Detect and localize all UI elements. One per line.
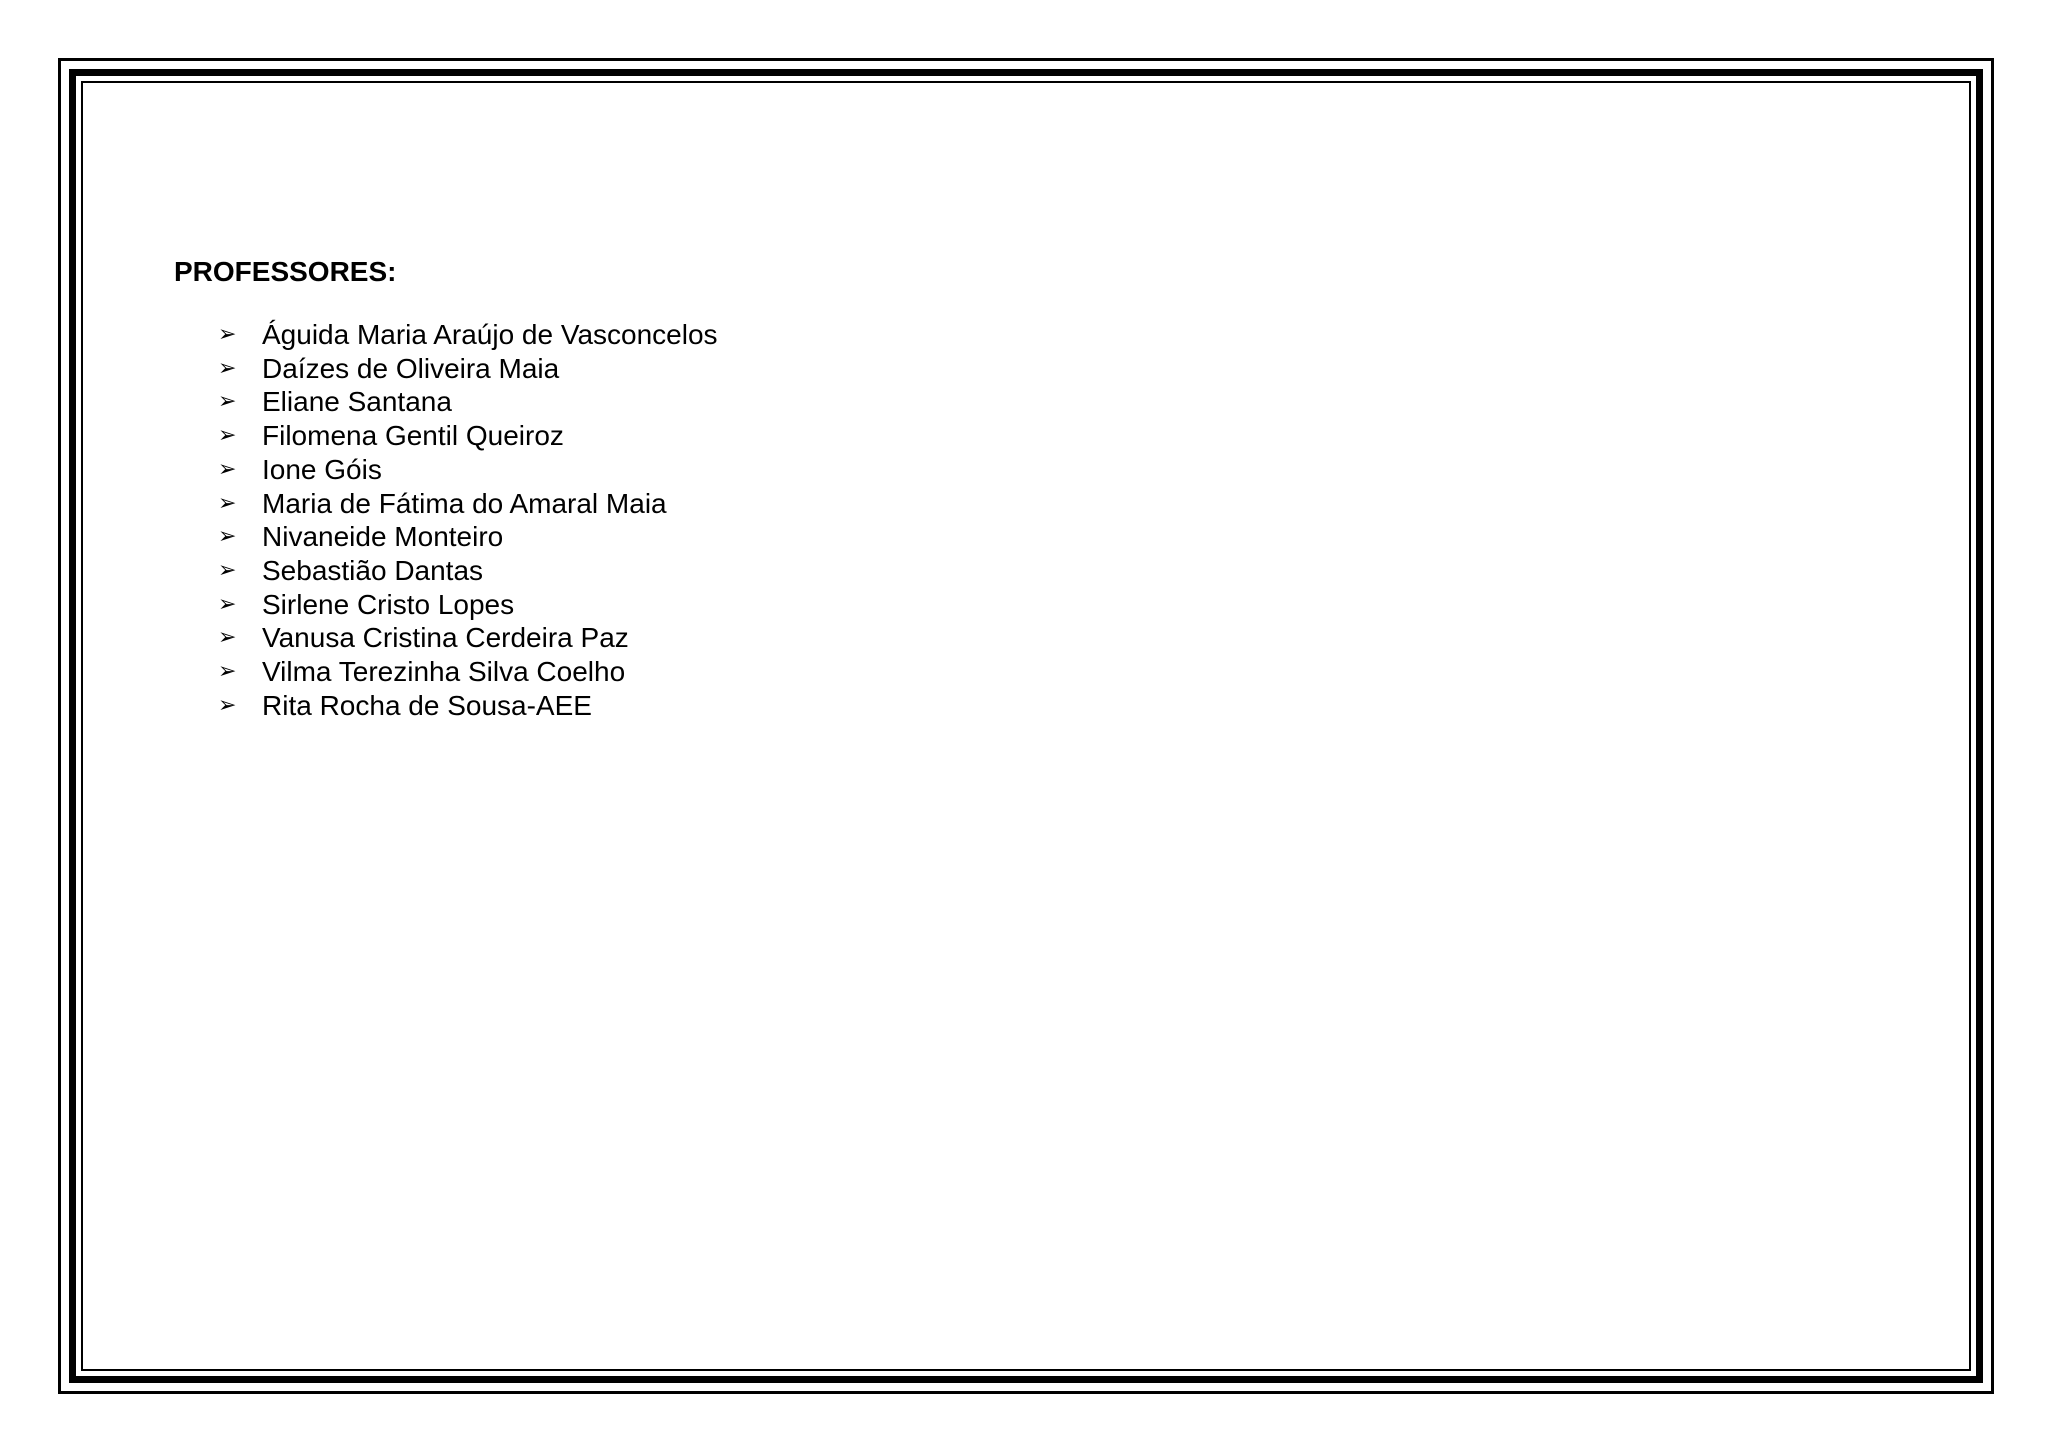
arrow-bullet-icon: ➢ [218, 322, 237, 347]
list-item [218, 655, 1674, 689]
arrow-bullet-icon: ➢ [218, 692, 237, 718]
list-item [218, 318, 1674, 352]
teacher-name: Águida Maria Araújo de Vasconcelos [262, 319, 718, 350]
list-item [218, 588, 1674, 622]
teacher-name: Sebastião Dantas [262, 554, 484, 586]
teacher-name: Rita Rocha de Sousa-AEE [262, 689, 592, 721]
section-heading: PROFESSORES: [174, 256, 397, 287]
teacher-name: Ione Góis [262, 453, 382, 485]
list-item [218, 419, 1674, 453]
teacher-name: Eliane Santana [262, 386, 452, 418]
list-item [218, 487, 1674, 521]
arrow-bullet-icon: ➢ [218, 423, 237, 449]
teacher-name: Nivaneide Monteiro [262, 521, 504, 553]
list-item [218, 689, 1674, 723]
teacher-name: Sirlene Cristo Lopes [262, 588, 515, 620]
arrow-bullet-icon: ➢ [218, 490, 237, 516]
teacher-name: Daízes de Oliveira Maia [262, 352, 560, 384]
teacher-name: Vilma Terezinha Silva Coelho [262, 656, 626, 688]
document-content [174, 254, 1674, 722]
arrow-bullet-icon: ➢ [218, 659, 237, 685]
arrow-bullet-icon: ➢ [218, 524, 237, 550]
arrow-bullet-icon: ➢ [218, 389, 237, 415]
list-item [218, 385, 1674, 419]
list-item [218, 352, 1674, 386]
list-item [218, 554, 1674, 588]
list-item [218, 621, 1674, 655]
arrow-bullet-icon: ➢ [218, 625, 237, 651]
list-item [218, 453, 1674, 487]
teacher-name: Filomena Gentil Queiroz [262, 420, 564, 452]
teacher-name: Maria de Fátima do Amaral Maia [262, 487, 667, 519]
arrow-bullet-icon: ➢ [218, 355, 237, 381]
teacher-name: Vanusa Cristina Cerdeira Paz [262, 622, 629, 654]
arrow-bullet-icon: ➢ [218, 591, 237, 617]
list-item [218, 520, 1674, 554]
arrow-bullet-icon: ➢ [218, 456, 237, 482]
teacher-list [174, 318, 1674, 722]
arrow-bullet-icon: ➢ [218, 557, 237, 583]
